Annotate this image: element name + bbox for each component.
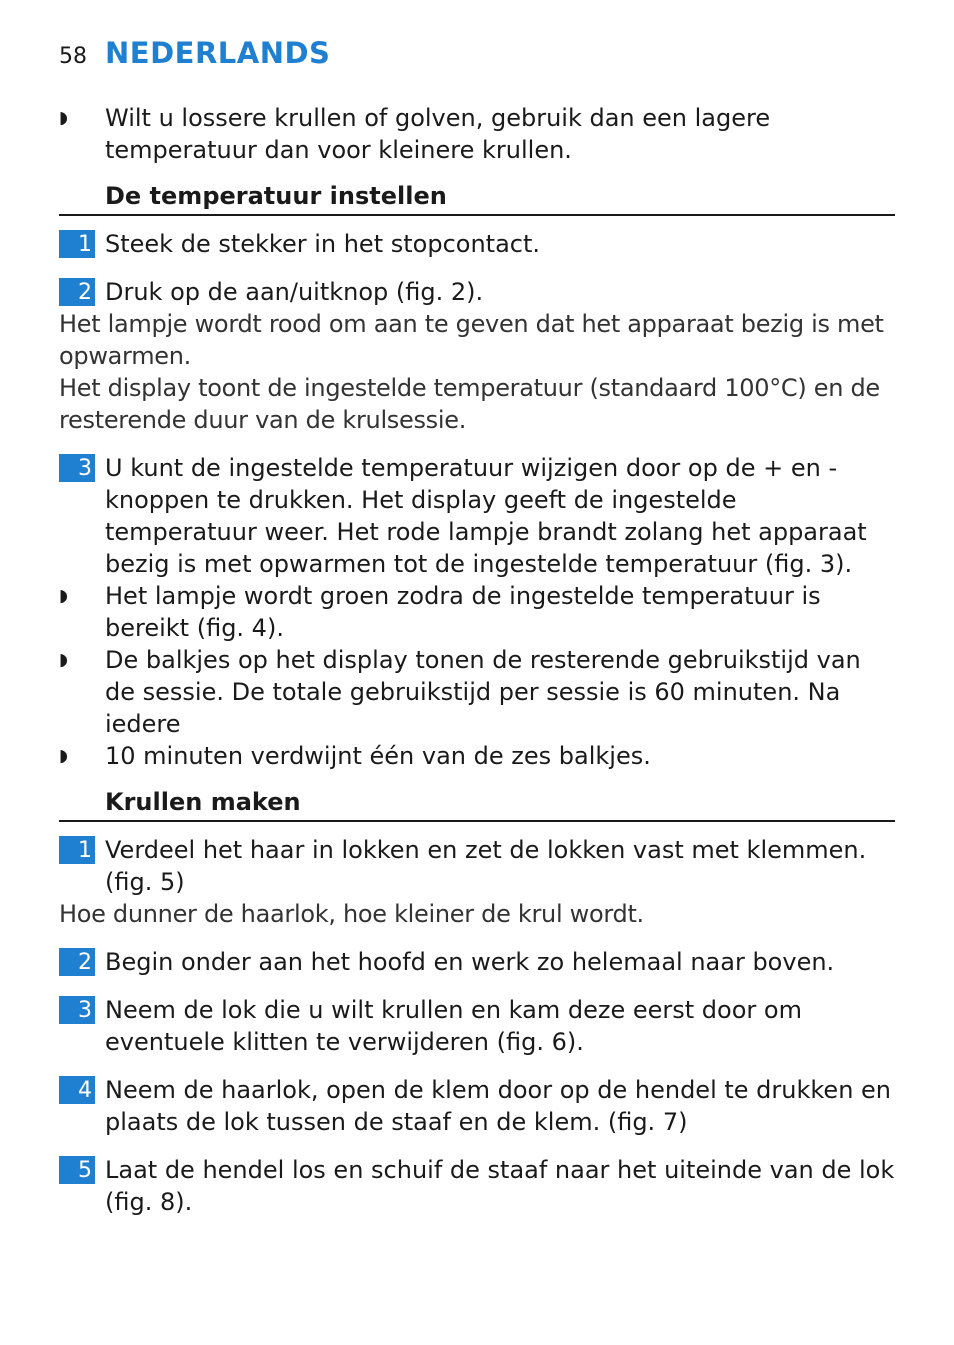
step-note: Het display toont de ingestelde temperatuur (standaard 100°C) en de resterende duur van de krulsessie. (59, 374, 880, 434)
step-text: Begin onder aan het hoofd en werk zo helemaal naar boven. (105, 948, 835, 976)
step-item (59, 994, 895, 1058)
step-item (59, 1154, 895, 1218)
step-note: Hoe dunner de haarlok, hoe kleiner de krul wordt. (59, 900, 644, 928)
step-item (59, 1074, 895, 1138)
list-item (59, 580, 895, 644)
list-item (59, 644, 895, 740)
step-item (59, 946, 895, 978)
step-item (59, 276, 895, 308)
step-text: Druk op de aan/uitknop (fig. 2). (105, 278, 484, 306)
bullet-icon: ◗ (59, 586, 68, 606)
step-number-badge: 1 (59, 836, 95, 864)
step-text: Neem de lok die u wilt krullen en kam deze eerst door om eventuele klitten te verwijderen (fig. 6). (105, 996, 802, 1056)
step-number-badge: 5 (59, 1156, 95, 1184)
bullet-icon: ◗ (59, 746, 68, 766)
step-note: Het lampje wordt rood om aan te geven dat het apparaat bezig is met opwarmen. (59, 310, 884, 370)
intro-bullet (59, 102, 895, 166)
bullet-text: De balkjes op het display tonen de resterende gebruikstijd van de sessie. De totale gebruikstijd per sessie is 60 minuten. Na iedere (105, 646, 861, 738)
step-text: Verdeel het haar in lokken en zet de lokken vast met klemmen. (fig. 5) (105, 836, 867, 896)
section-title-temperature: De temperatuur instellen (59, 180, 895, 216)
step-number-badge: 3 (59, 996, 95, 1024)
page-number: 58 (59, 44, 87, 69)
bullet-text: 10 minuten verdwijnt één van de zes balkjes. (105, 742, 651, 770)
step-number-badge: 2 (59, 278, 95, 306)
step-text: Laat de hendel los en schuif de staaf naar het uiteinde van de lok (fig. 8). (105, 1156, 895, 1216)
step-text: Steek de stekker in het stopcontact. (105, 230, 541, 258)
language-heading: NEDERLANDS (105, 36, 331, 70)
step-text: Neem de haarlok, open de klem door op de hendel te drukken en plaats de lok tussen de staaf en de klem. (fig. 7) (105, 1076, 892, 1136)
step-item (59, 834, 895, 898)
step-number-badge: 4 (59, 1076, 95, 1104)
list-item (59, 740, 895, 772)
step-text: U kunt de ingestelde temperatuur wijzigen door op de + en - knoppen te drukken. Het display geeft de ingestelde temperatuur weer. Het rode lampje brandt zolang het apparaat bezig is met opwarmen tot de ingestelde temperatuur (fig. 3). (105, 454, 867, 578)
bullet-icon: ◗ (59, 108, 68, 128)
step-item (59, 452, 895, 580)
page-content (59, 102, 895, 1218)
step-item (59, 228, 895, 260)
bullet-text: Het lampje wordt groen zodra de ingestelde temperatuur is bereikt (fig. 4). (105, 582, 821, 642)
step-number-badge: 1 (59, 230, 95, 258)
section-title-curls: Krullen maken (59, 786, 895, 822)
step-number-badge: 2 (59, 948, 95, 976)
page-header (59, 36, 330, 70)
step-number-badge: 3 (59, 454, 95, 482)
bullet-text: Wilt u lossere krullen of golven, gebruik dan een lagere temperatuur dan voor kleinere krullen. (105, 104, 771, 164)
bullet-icon: ◗ (59, 650, 68, 670)
